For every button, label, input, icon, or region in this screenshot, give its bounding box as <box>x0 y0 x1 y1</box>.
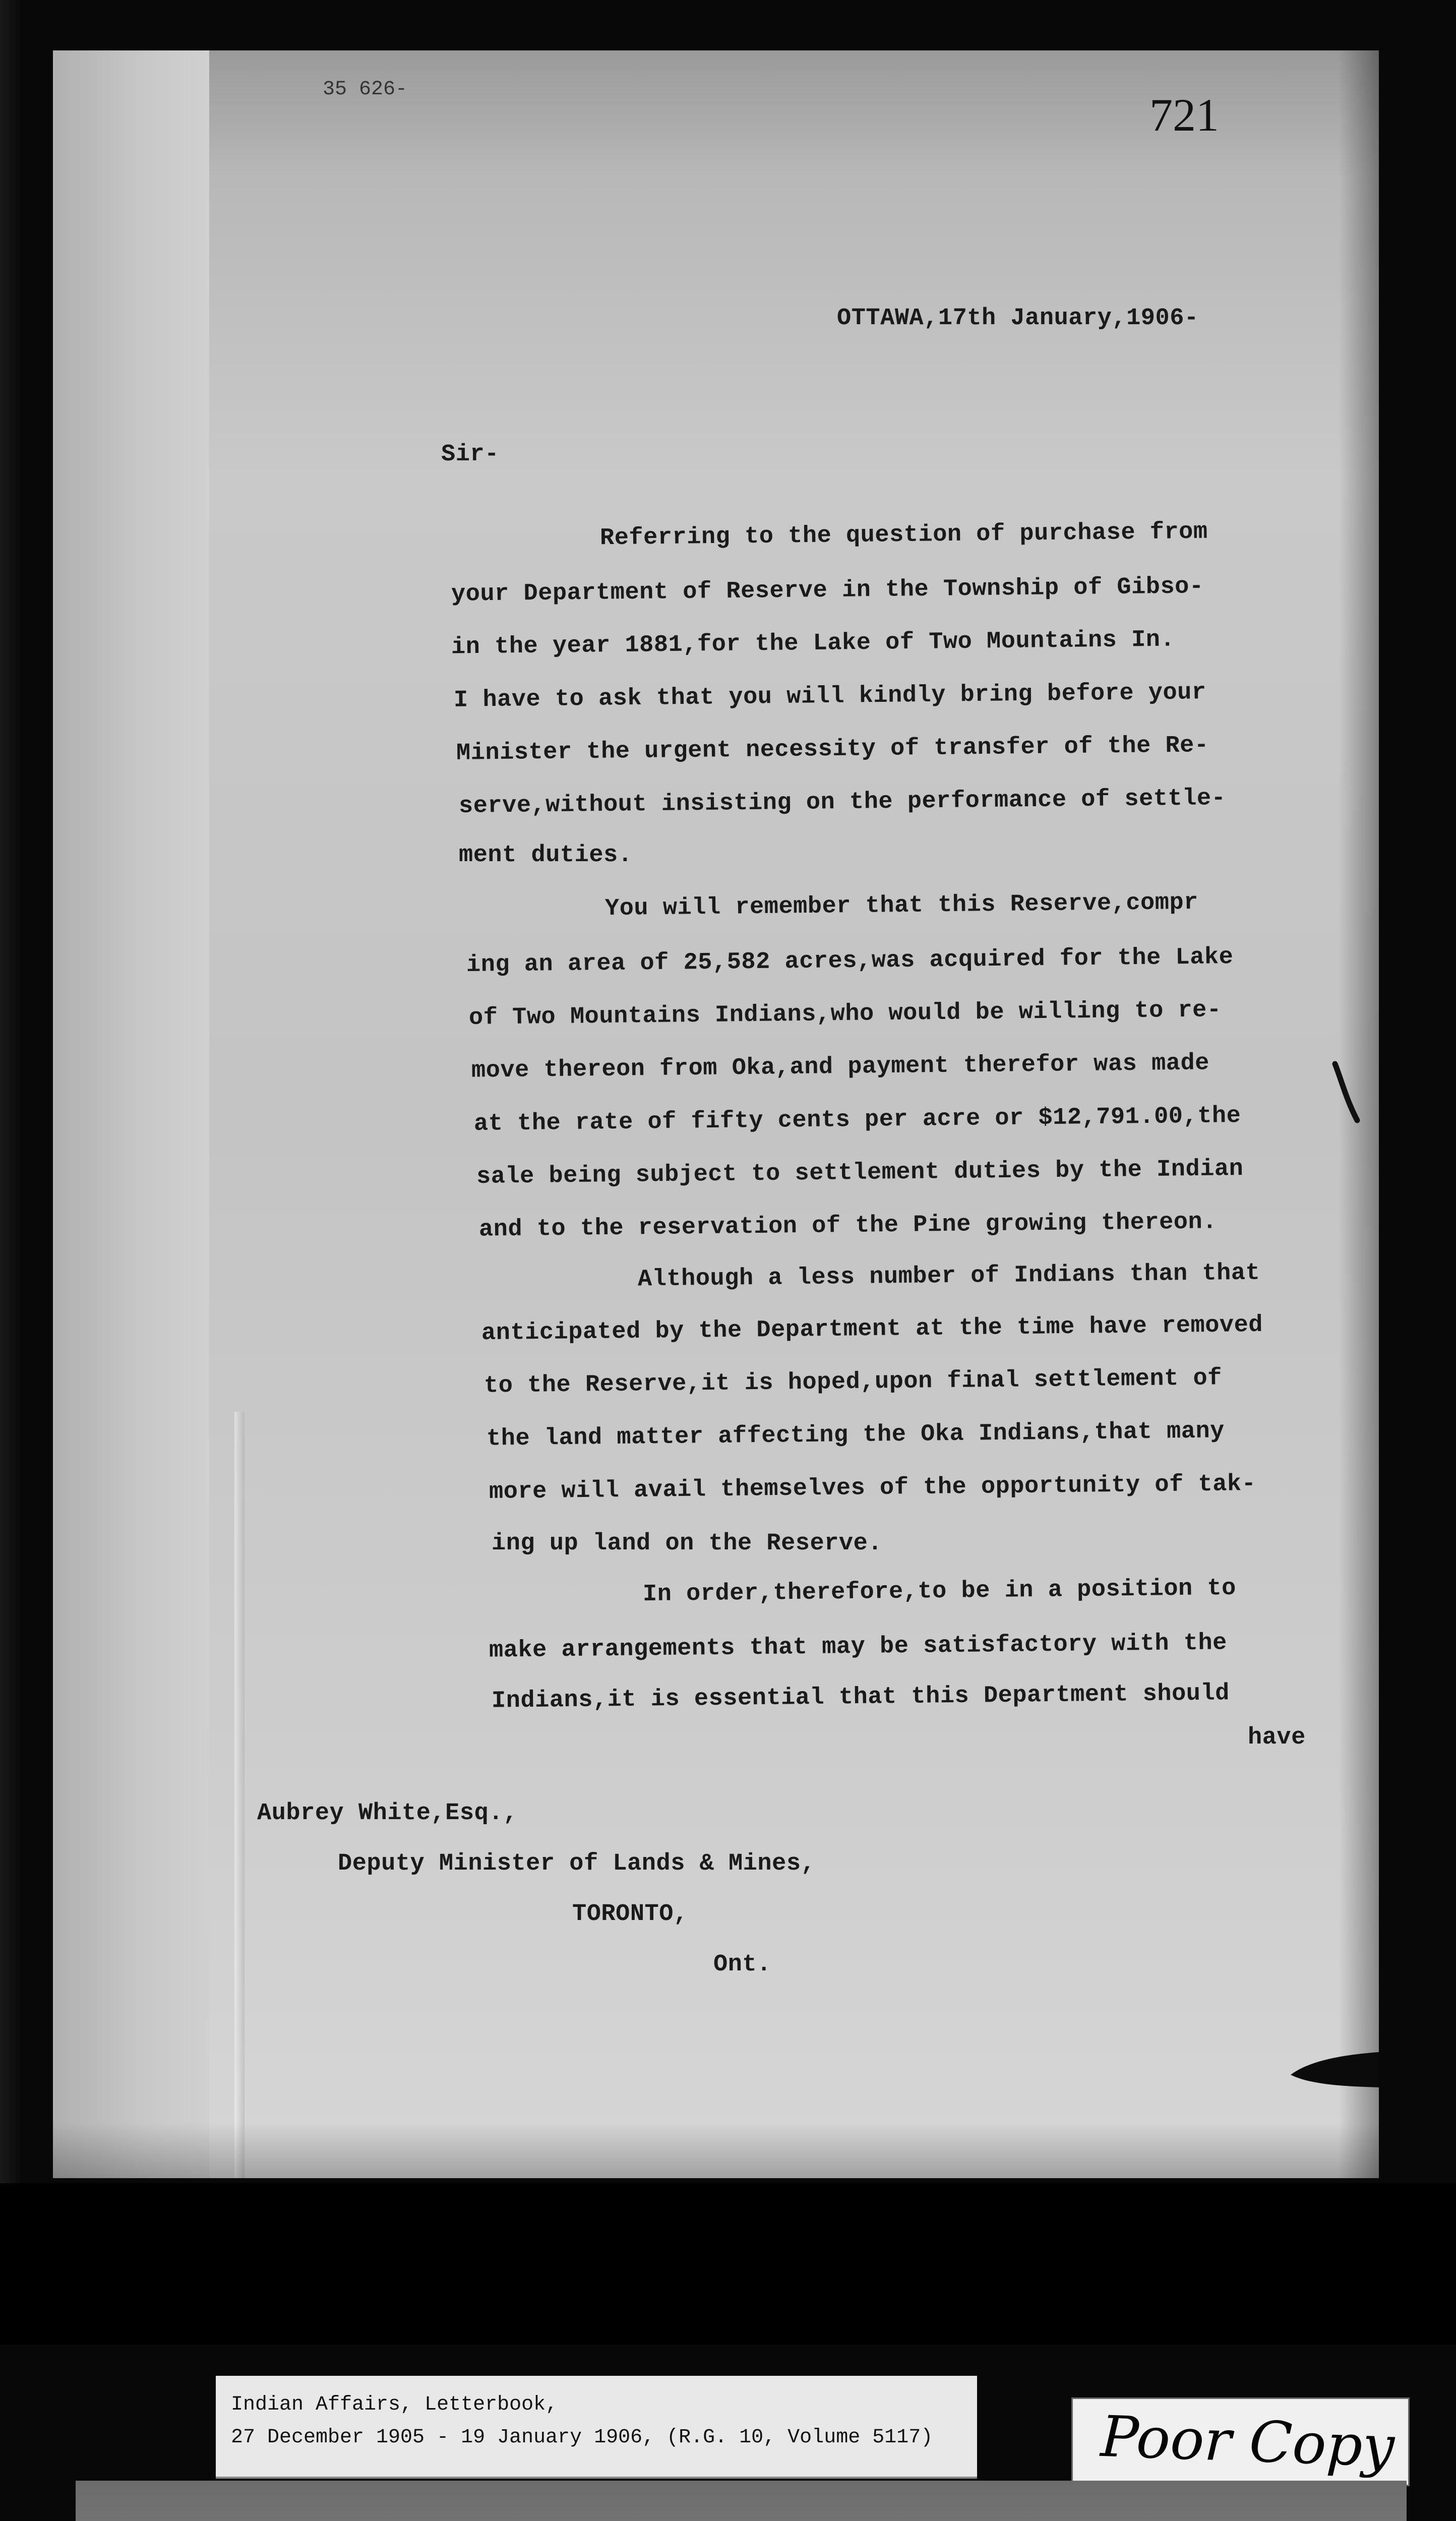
page-fold <box>234 1412 245 2178</box>
letter-line: ing up land on the Reserve. <box>492 1530 883 1557</box>
letter-line: your Department of Reserve in the Township of Gibso- <box>451 573 1204 608</box>
letter-line: more will avail themselves of the opportunity of tak- <box>489 1471 1256 1506</box>
pen-mark-icon <box>1331 1059 1361 1124</box>
addressee-province: Ont. <box>713 1951 771 1978</box>
letter-line: the land matter affecting the Oka Indians,that many <box>486 1418 1225 1453</box>
salutation: Sir- <box>441 441 499 468</box>
file-reference: 35 626- <box>323 78 408 101</box>
pen-tip-icon <box>1291 2047 1379 2092</box>
archive-stamp <box>76 2481 1407 2521</box>
letter-line: have <box>1248 1724 1306 1751</box>
archive-label-line: Indian Affairs, Letterbook, <box>231 2393 558 2416</box>
letter-line: I have to ask that you will kindly bring before your <box>453 679 1206 714</box>
addressee-city: TORONTO, <box>572 1901 688 1928</box>
letter-line: in the year 1881,for the Lake of Two Mountains In. <box>451 626 1175 661</box>
letter-line: Minister the urgent necessity of transfer of the Re- <box>456 732 1209 767</box>
letter-line: of Two Mountains Indians,who would be willing to re- <box>468 997 1222 1032</box>
letter-line: sale being subject to settlement duties by the Indian <box>476 1156 1244 1190</box>
letter-page <box>53 50 1379 2178</box>
letter-line: at the rate of fifty cents per acre or $12,791.00,the <box>473 1103 1241 1137</box>
letter-line: and to the reservation of the Pine growing thereon. <box>478 1209 1218 1243</box>
letter-line: Although a less number of Indians than that <box>637 1259 1260 1293</box>
letter-line: make arrangements that may be satisfactory with the <box>489 1630 1228 1664</box>
letter-line: You will remember that this Reserve,compr <box>604 889 1199 923</box>
letter-line: Referring to the question of purchase from <box>599 518 1208 552</box>
dateline: OTTAWA,17th January,1906- <box>837 305 1199 332</box>
poor-copy-text: Poor Copy <box>1099 2404 1396 2480</box>
addressee-title: Deputy Minister of Lands & Mines, <box>338 1850 816 1877</box>
poor-copy-note <box>1071 2397 1410 2486</box>
page-shadow <box>53 2123 1379 2178</box>
page-number: 721 <box>1149 89 1219 141</box>
film-edge <box>0 0 20 2183</box>
letter-line: ing an area of 25,582 acres,was acquired for the Lake <box>466 944 1234 979</box>
addressee-name: Aubrey White,Esq., <box>257 1800 518 1827</box>
page-margin <box>53 50 209 2178</box>
letter-line: to the Reserve,it is hoped,upon final settlement of <box>483 1365 1223 1400</box>
letter-line: serve,without insisting on the performance of settle- <box>458 785 1226 820</box>
letter-line: move thereon from Oka,and payment therefor was made <box>471 1050 1210 1085</box>
film-gap <box>0 2183 1456 2345</box>
archive-label <box>216 2376 977 2479</box>
letter-line: Indians,it is essential that this Department should <box>491 1680 1230 1715</box>
archive-label-line: 27 December 1905 - 19 January 1906, (R.G. 10, Volume 5117) <box>231 2426 933 2449</box>
letter-line: ment duties. <box>459 842 633 869</box>
letter-line: In order,therefore,to be in a position to <box>642 1575 1237 1608</box>
letter-line: anticipated by the Department at the time have removed <box>481 1311 1263 1347</box>
